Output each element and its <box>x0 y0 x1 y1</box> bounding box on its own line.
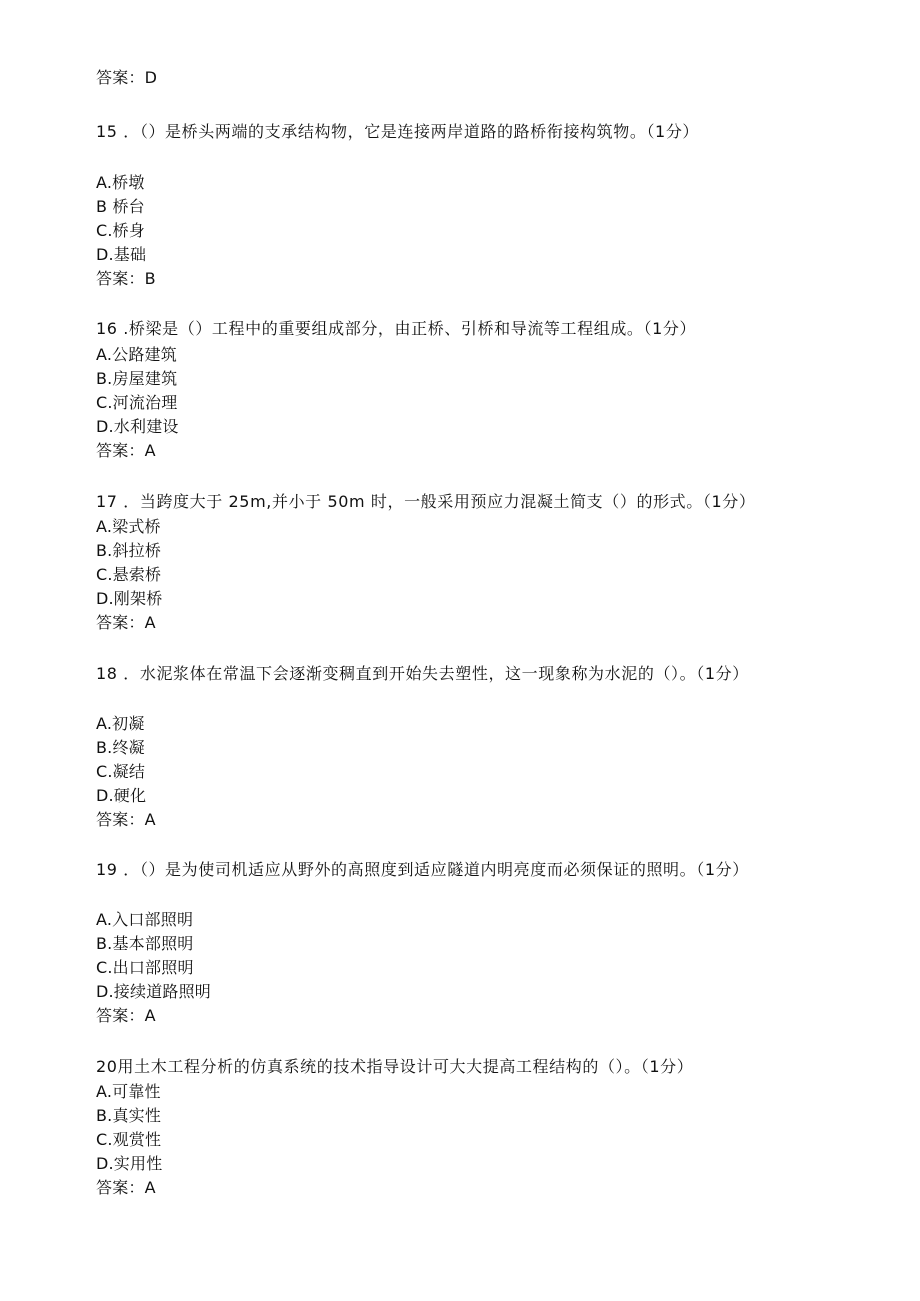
question-16-option-d: D.水利建设 <box>96 417 179 436</box>
question-16-stem: 16 .桥梁是（）工程中的重要组成部分，由正桥、引桥和导流等工程组成。（1分） <box>96 319 697 338</box>
question-15-stem: 15 ．（）是桥头两端的支承结构物，它是连接两岸道路的路桥衔接构筑物。（1分） <box>96 122 700 141</box>
question-19-answer: 答案：A <box>96 1006 156 1025</box>
question-16-option-c: C.河流治理 <box>96 393 178 412</box>
question-16-option-b: B.房屋建筑 <box>96 369 178 388</box>
question-19-option-a: A.入口部照明 <box>96 910 194 929</box>
question-17-option-d: D.刚架桥 <box>96 589 163 608</box>
question-18-option-b: B.终凝 <box>96 738 145 757</box>
question-20-option-a: A.可靠性 <box>96 1082 161 1101</box>
question-17-stem: 17 ．当跨度大于 25m,并小于 50m 时，一般采用预应力混凝土简支（）的形式。（1分） <box>96 492 756 511</box>
question-20-option-b: B.真实性 <box>96 1106 162 1125</box>
question-18-option-c: C.凝结 <box>96 762 146 781</box>
question-17-answer: 答案：A <box>96 613 156 632</box>
question-17-option-c: C.悬索桥 <box>96 565 162 584</box>
answer-top: 答案：D <box>96 68 158 87</box>
question-19-option-c: C.出口部照明 <box>96 958 194 977</box>
question-18-stem: 18 ．水泥浆体在常温下会逐渐变稠直到开始失去塑性，这一现象称为水泥的（）。（1分） <box>96 664 749 683</box>
question-20-stem: 20用土木工程分析的仿真系统的技术指导设计可大大提高工程结构的（）。（1分） <box>96 1057 694 1076</box>
question-20-option-d: D.实用性 <box>96 1154 163 1173</box>
question-18-option-a: A.初凝 <box>96 714 145 733</box>
question-18-option-d: D.硬化 <box>96 786 147 805</box>
question-16-answer: 答案：A <box>96 441 156 460</box>
question-17-option-a: A.梁式桥 <box>96 517 161 536</box>
question-19-stem: 19 ．（）是为使司机适应从野外的高照度到适应隧道内明亮度而必须保证的照明。（1分） <box>96 860 749 879</box>
question-19-option-d: D.接续道路照明 <box>96 982 212 1001</box>
question-15-answer: 答案：B <box>96 269 156 288</box>
question-15-option-c: C.桥身 <box>96 221 146 240</box>
question-15-option-a: A.桥墩 <box>96 173 145 192</box>
question-20-answer: 答案：A <box>96 1178 156 1197</box>
question-16-option-a: A.公路建筑 <box>96 345 177 364</box>
question-19-option-b: B.基本部照明 <box>96 934 194 953</box>
question-15-option-d: D.基础 <box>96 245 147 264</box>
question-17-option-b: B.斜拉桥 <box>96 541 162 560</box>
question-20-option-c: C.观赏性 <box>96 1130 162 1149</box>
question-15-option-b: B 桥台 <box>96 197 145 216</box>
question-18-answer: 答案：A <box>96 810 156 829</box>
